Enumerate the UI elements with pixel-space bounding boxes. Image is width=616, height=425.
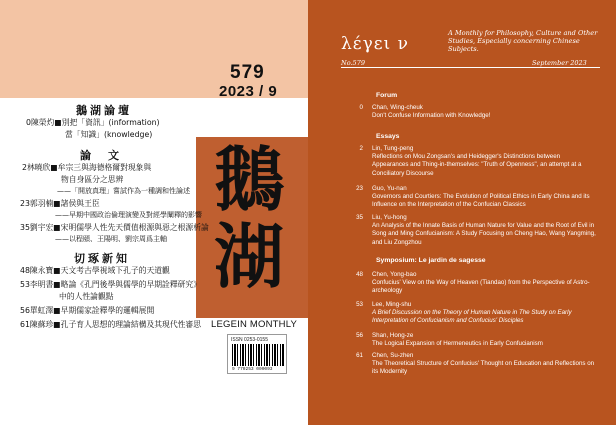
toc-author: Guo, Yu-nan — [372, 185, 407, 192]
toc-entry: 2林曉欣■牟宗三與海德格爾對現象與 — [22, 163, 152, 172]
toc-entry: 53李明書■略論《孔門後學與儒學的早期詮釋研究》 — [20, 280, 202, 289]
section-heading-essays: Essays — [376, 133, 400, 140]
toc-entry: 0陳榮灼■別把「資訊」(information) — [26, 118, 160, 127]
section-heading-essays-cn: 論 文 — [80, 149, 122, 162]
toc-title-line: Reflections on Mou Zongsan's and Heidegger's Distinctions between — [372, 153, 561, 161]
toc-entry: 35劉宇宏■宋明儒學人性先天價值根源與惡之根源析論 — [20, 223, 209, 232]
toc-title-line: and Liu Zongzhou — [372, 238, 422, 246]
toc-entry — [343, 332, 606, 352]
title-char-e: 鵝 — [214, 138, 284, 221]
toc-title-line: The Theoretical Structure of Confucius' Thought on Education and Reflections on — [372, 360, 595, 368]
toc-entry — [343, 301, 606, 329]
toc-entry: 48陳永寶■天文考古學視域下孔子的天道觀 — [20, 266, 170, 275]
section-heading-forum-cn: 鵝湖論壇 — [76, 104, 132, 117]
toc-page: 23 — [356, 185, 363, 192]
toc-author: Chen, Su-zhen — [372, 352, 414, 359]
section-heading-symposium: Symposium: Le jardin de sagesse — [376, 257, 486, 264]
issue-number: 579 — [230, 62, 265, 83]
toc-author: Shan, Hong-ze — [372, 332, 414, 339]
toc-title-line: Interpretation of Confucianism and Confucius' Disciples — [372, 317, 524, 325]
english-name: LEGEIN MONTHLY — [211, 319, 298, 330]
barcode-bars — [232, 344, 284, 366]
toc-author: Liu, Yu-hong — [372, 214, 407, 221]
issue-no: No.579 — [341, 59, 365, 67]
toc-page: 56 — [356, 332, 363, 339]
issue-month: September 2023 — [532, 59, 587, 67]
toc-entry: 23郭羽楠■諸侯與王臣 — [20, 199, 100, 208]
toc-page: 48 — [356, 271, 363, 278]
section-heading-new-knowledge-cn: 切琢新知 — [74, 252, 130, 265]
toc-entry: ——以程頤、王陽明、劉宗周爲主軸 — [20, 235, 167, 243]
toc-entry — [343, 214, 606, 249]
toc-entry: 61陳蘇珍■孔子育人思想的理論結構及其現代性審思 — [20, 320, 202, 329]
toc-entry: 56單虹澤■早期儒家詮釋學的邏輯展開 — [20, 306, 155, 315]
toc-entry — [343, 271, 606, 299]
toc-title-line: Appearances and Thing-in-themselves: "Truth of Openness", an attempt at a — [372, 161, 582, 169]
toc-entry — [343, 352, 606, 380]
toc-title-line: its Modernity — [372, 368, 408, 376]
header-rule — [341, 67, 600, 68]
section-heading-forum: Forum — [376, 92, 398, 99]
toc-entry — [343, 185, 606, 213]
toc-entry: ——「開放真理」嘗試作為一種調和性論述 — [22, 187, 190, 195]
toc-page: 2 — [359, 145, 363, 152]
toc-page: 53 — [356, 301, 363, 308]
legein-logo: λέγει ν — [341, 34, 409, 54]
toc-entry — [343, 145, 606, 180]
toc-title-line: archeology — [372, 287, 403, 295]
toc-author: Chen, Yong-bao — [372, 271, 417, 278]
toc-page: 35 — [356, 214, 363, 221]
toc-page: 0 — [359, 104, 363, 111]
issue-date: 2023 / 9 — [219, 83, 278, 100]
issn-label: ISSN 0253-0155 — [231, 337, 268, 343]
toc-entry — [343, 104, 606, 124]
toc-title-line: Conciliatory Discourse — [372, 169, 434, 177]
toc-title-line: Governors and Courtiers: The Evolution of Political Ethics in Early China and its — [372, 193, 590, 201]
toc-title-line: A Brief Discussion on the Theory of Human Nature in The Study on Early — [372, 309, 572, 317]
toc-title-line: Influence on the Interpretation of the Confucian Classics — [372, 201, 526, 209]
barcode-digits: 9 770253 000093 — [232, 367, 273, 372]
barcode — [227, 334, 287, 374]
journal-subtitle: A Monthly for Philosophy, Culture and Other Studies, Especially concerning Chinese Subjects. — [448, 29, 598, 54]
toc-entry: 物自身區分之思辨 — [22, 175, 124, 184]
toc-title-line: An Analysis of the Innate Basis of Human Nature for Value and the Root of Evil in — [372, 222, 595, 230]
toc-title-line: The Logical Expansion of Hermeneutics in Early Confucianism — [372, 340, 543, 348]
toc-entry: ——早期中國政治倫理演變及對經學闡釋的影響 — [20, 211, 202, 219]
toc-author: Lee, Ming-shu — [372, 301, 412, 308]
toc-author: Chan, Wing-cheuk — [372, 104, 423, 111]
toc-title: Don't Confuse Information with Knowledge! — [372, 112, 491, 120]
title-char-hu: 湖 — [214, 215, 284, 298]
toc-author: Lin, Tung-peng — [372, 145, 414, 152]
toc-entry: 當「知識」(knowledge) — [26, 130, 153, 139]
toc-title-line: Song and Ming Confucianism: A Study Focusing on Cheng Hao, Wang Yangming, — [372, 230, 596, 238]
toc-entry: 中的人性論觀點 — [20, 292, 114, 301]
toc-title-line: Confucius' View on the Way of Heaven (Tiandao) from the Perspective of Astro- — [372, 279, 590, 287]
toc-page: 61 — [356, 352, 363, 359]
